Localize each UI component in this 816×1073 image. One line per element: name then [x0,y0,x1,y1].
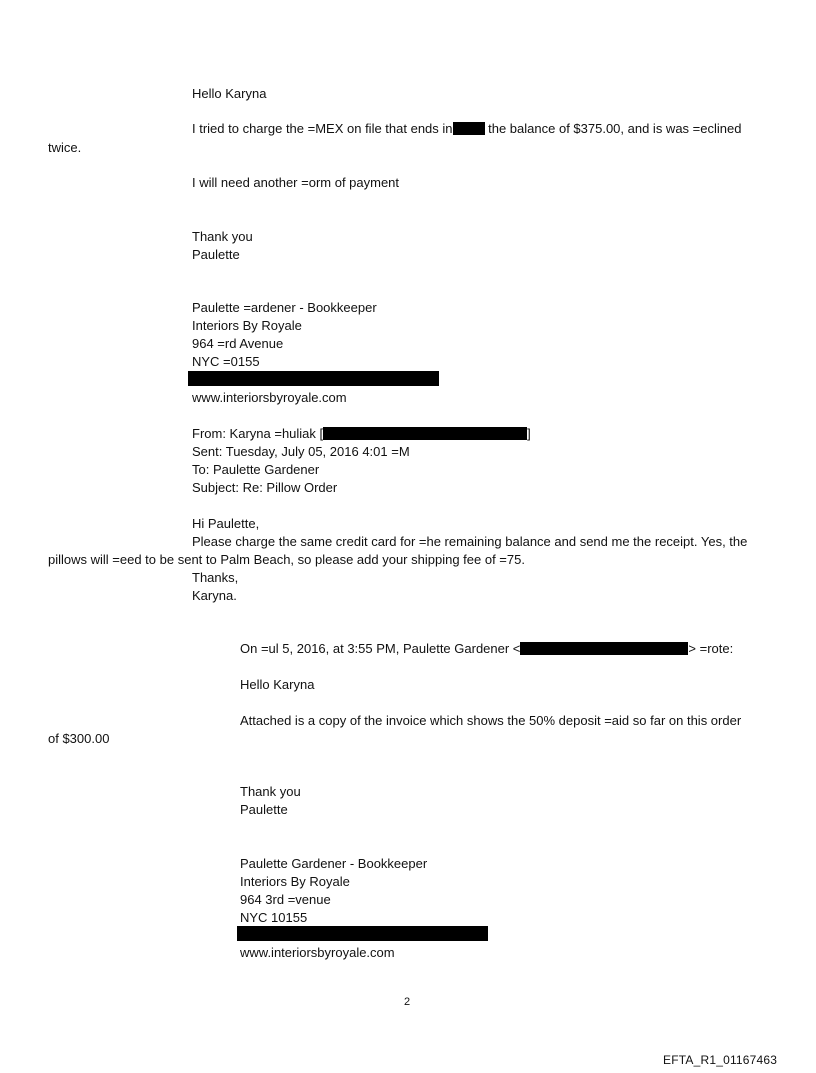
reply-thanks: Thanks, [192,570,239,585]
greeting-text: Hello Karyna [192,86,267,101]
quoted-signature-address: 964 3rd =venue [240,892,331,907]
signature-website: www.interiorsbyroyale.com [192,390,347,405]
charge-text-part1: I tried to charge the =MEX on file that ends in [192,121,453,136]
quoted-signature-city: NYC 10155 [240,910,308,925]
header-subject: Subject: Re: Pillow Order [192,480,338,495]
reply-body-line2: pillows will =eed to be sent to Palm Beach, so please add your shipping fee of =75. [48,552,525,567]
redaction-bar [323,427,527,440]
signature-address: 964 =rd Avenue [192,336,284,351]
quoted-intro-prefix: On =ul 5, 2016, at 3:55 PM, Paulette Gardener < [240,641,521,656]
quoted-greeting: Hello Karyna [240,677,315,692]
quoted-intro [240,641,733,656]
charge-text-part2: the balance of $375.00, and is was =eclined [484,121,742,136]
quoted-thanks: Thank you [240,784,301,799]
document-id: EFTA_R1_01167463 [663,1053,778,1067]
header-sent: Sent: Tuesday, July 05, 2016 4:01 =M [192,444,410,459]
quoted-name: Paulette [240,802,288,817]
signature-city: NYC =0155 [192,354,260,369]
redaction-bar [188,371,439,386]
signature-company: Interiors By Royale [192,318,302,333]
need-payment-text: I will need another =orm of payment [192,175,400,190]
header-from-prefix: From: Karyna =huliak [ [192,426,324,441]
redaction-bar [453,122,485,135]
charge-line [192,121,741,136]
header-from-suffix: ] [527,426,531,441]
page-number: 2 [404,996,411,1008]
redaction-bar [520,642,688,655]
sender-name: Paulette [192,247,240,262]
quoted-attached-line2: of $300.00 [48,731,110,746]
quoted-attached-line1: Attached is a copy of the invoice which shows the 50% deposit =aid so far on this order [240,713,742,728]
quoted-signature-website: www.interiorsbyroyale.com [240,945,395,960]
redaction-bar [237,926,488,941]
quoted-intro-suffix: > =rote: [688,641,734,656]
header-to: To: Paulette Gardener [192,462,320,477]
quoted-signature-company: Interiors By Royale [240,874,350,889]
reply-greeting: Hi Paulette, [192,516,260,531]
charge-text-wrap: twice. [48,140,82,155]
reply-body-line1: Please charge the same credit card for =he remaining balance and send me the receipt. Yes, the [192,534,748,549]
signature-title: Paulette =ardener - Bookkeeper [192,300,377,315]
quoted-signature-title: Paulette Gardener - Bookkeeper [240,856,428,871]
header-from [192,426,531,441]
reply-name: Karyna. [192,588,237,603]
thanks-text: Thank you [192,229,253,244]
